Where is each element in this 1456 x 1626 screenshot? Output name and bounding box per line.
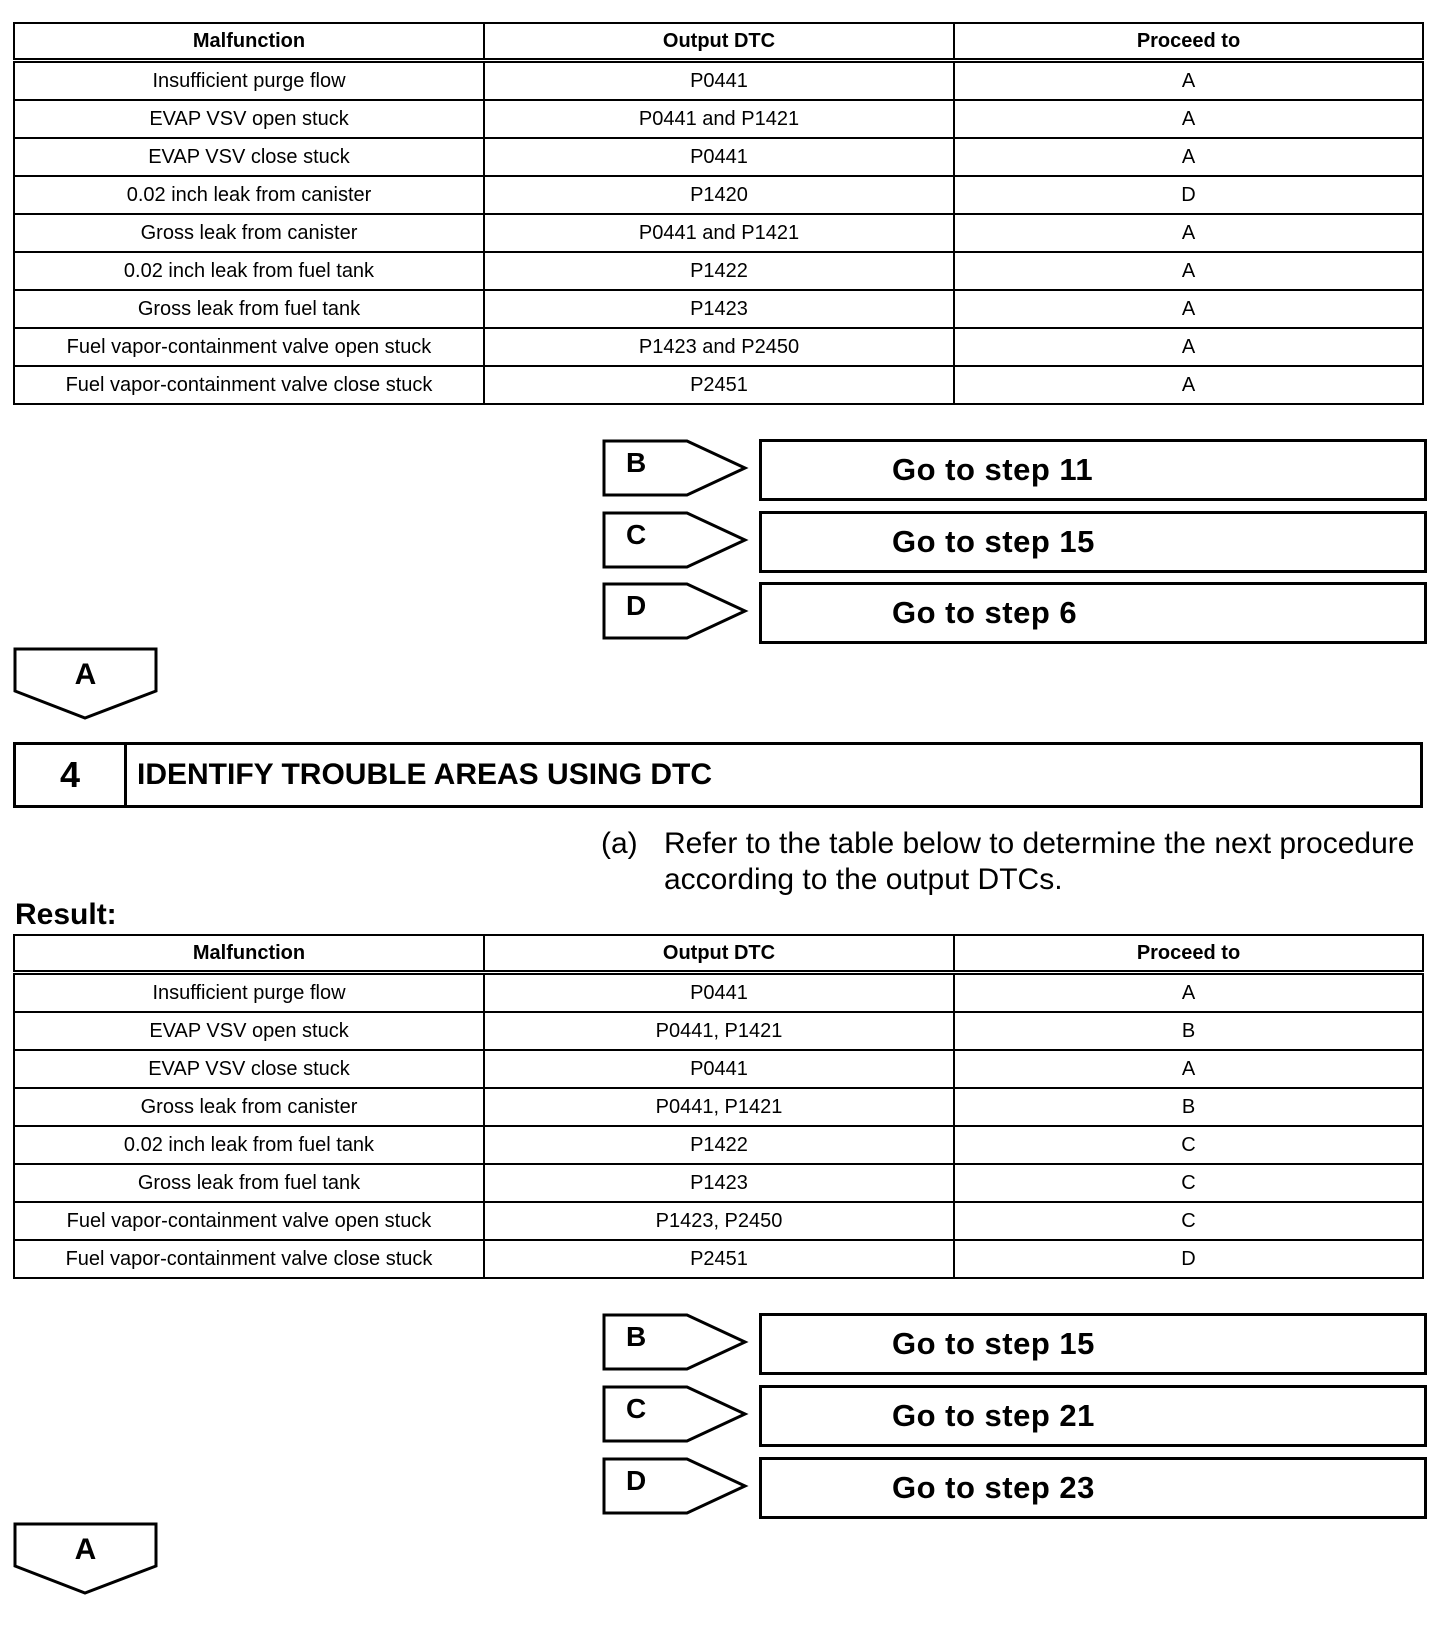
dtc-cell: P0441 bbox=[484, 1050, 954, 1088]
dtc-cell: P1423 bbox=[484, 1164, 954, 1202]
dtc-cell: P0441, P1421 bbox=[484, 1012, 954, 1050]
malfunction-cell: 0.02 inch leak from canister bbox=[14, 176, 484, 214]
dtc-cell: P1423 bbox=[484, 290, 954, 328]
malfunction-cell: Gross leak from canister bbox=[14, 214, 484, 252]
proceed-cell: B bbox=[954, 1012, 1423, 1050]
table-header-row bbox=[14, 23, 1423, 61]
continue-a-arrow[interactable] bbox=[13, 647, 158, 722]
table-row bbox=[14, 1012, 1423, 1050]
malfunction-cell: Fuel vapor-containment valve open stuck bbox=[14, 1202, 484, 1240]
dtc-cell: P0441 and P1421 bbox=[484, 214, 954, 252]
dtc-cell: P1420 bbox=[484, 176, 954, 214]
proceed-cell: D bbox=[954, 1240, 1423, 1278]
branch-b[interactable] bbox=[602, 439, 1427, 501]
column-header-malfunction: Malfunction bbox=[14, 23, 484, 61]
malfunction-cell: Insufficient purge flow bbox=[14, 973, 484, 1013]
table-row bbox=[14, 1164, 1423, 1202]
instruction-marker: (a) bbox=[601, 827, 638, 860]
dtc-cell: P0441 bbox=[484, 61, 954, 101]
proceed-cell: A bbox=[954, 366, 1423, 404]
branch-letter: D bbox=[626, 590, 647, 621]
step-text: Go to step 15 bbox=[892, 524, 1095, 559]
step-text: Go to step 11 bbox=[892, 452, 1094, 487]
table-row bbox=[14, 973, 1423, 1013]
proceed-cell: A bbox=[954, 328, 1423, 366]
step-box[interactable] bbox=[759, 1385, 1427, 1447]
branch-arrow-tag-icon bbox=[602, 511, 752, 571]
column-header-malfunction: Malfunction bbox=[14, 935, 484, 973]
proceed-cell: C bbox=[954, 1126, 1423, 1164]
branch-d[interactable] bbox=[602, 1457, 1427, 1519]
table-row bbox=[14, 1240, 1423, 1278]
proceed-cell: A bbox=[954, 290, 1423, 328]
proceed-cell: A bbox=[954, 214, 1423, 252]
step-header bbox=[13, 742, 1423, 808]
dtc-cell: P1422 bbox=[484, 1126, 954, 1164]
dtc-cell: P2451 bbox=[484, 366, 954, 404]
branch-letter: B bbox=[626, 1321, 647, 1352]
branch-arrow-tag-icon bbox=[602, 439, 752, 499]
proceed-cell: A bbox=[954, 973, 1423, 1013]
table-header-row bbox=[14, 935, 1423, 973]
dtc-table-2 bbox=[13, 934, 1424, 1279]
result-label: Result: bbox=[15, 898, 117, 931]
malfunction-cell: EVAP VSV open stuck bbox=[14, 1012, 484, 1050]
malfunction-cell: 0.02 inch leak from fuel tank bbox=[14, 252, 484, 290]
dtc-table-1 bbox=[13, 22, 1424, 405]
proceed-cell: A bbox=[954, 61, 1423, 101]
dtc-cell: P1423, P2450 bbox=[484, 1202, 954, 1240]
branch-letter: D bbox=[626, 1465, 647, 1496]
malfunction-cell: Fuel vapor-containment valve close stuck bbox=[14, 366, 484, 404]
table-row bbox=[14, 1088, 1423, 1126]
table-row bbox=[14, 61, 1423, 101]
proceed-cell: A bbox=[954, 252, 1423, 290]
table-row bbox=[14, 1050, 1423, 1088]
dtc-cell: P1422 bbox=[484, 252, 954, 290]
continue-letter: A bbox=[74, 1533, 97, 1566]
instruction-line-2: according to the output DTCs. bbox=[664, 863, 1063, 896]
branch-letter: C bbox=[626, 1393, 647, 1424]
branch-b[interactable] bbox=[602, 1313, 1427, 1375]
table-row bbox=[14, 290, 1423, 328]
dtc-cell: P2451 bbox=[484, 1240, 954, 1278]
continue-a-arrow[interactable] bbox=[13, 1522, 158, 1597]
step-box[interactable] bbox=[759, 439, 1427, 501]
malfunction-cell: 0.02 inch leak from fuel tank bbox=[14, 1126, 484, 1164]
proceed-cell: C bbox=[954, 1202, 1423, 1240]
step-text: Go to step 21 bbox=[892, 1398, 1095, 1433]
step-box[interactable] bbox=[759, 582, 1427, 644]
table-row bbox=[14, 1202, 1423, 1240]
dtc-cell: P0441 and P1421 bbox=[484, 100, 954, 138]
malfunction-cell: Gross leak from fuel tank bbox=[14, 290, 484, 328]
step-box[interactable] bbox=[759, 1457, 1427, 1519]
table-row bbox=[14, 1126, 1423, 1164]
instruction-line-1: Refer to the table below to determine the next procedure bbox=[664, 827, 1415, 860]
dtc-cell: P0441, P1421 bbox=[484, 1088, 954, 1126]
step-text: Go to step 6 bbox=[892, 595, 1078, 630]
branch-c[interactable] bbox=[602, 511, 1427, 573]
dtc-cell: P1423 and P2450 bbox=[484, 328, 954, 366]
instruction-text bbox=[664, 826, 1414, 898]
malfunction-cell: Insufficient purge flow bbox=[14, 61, 484, 101]
proceed-cell: C bbox=[954, 1164, 1423, 1202]
proceed-cell: B bbox=[954, 1088, 1423, 1126]
continue-letter: A bbox=[74, 658, 97, 691]
malfunction-cell: Fuel vapor-containment valve close stuck bbox=[14, 1240, 484, 1278]
column-header-output-dtc: Output DTC bbox=[484, 935, 954, 973]
proceed-cell: A bbox=[954, 100, 1423, 138]
column-header-output-dtc: Output DTC bbox=[484, 23, 954, 61]
branch-letter: C bbox=[626, 519, 647, 550]
malfunction-cell: EVAP VSV open stuck bbox=[14, 100, 484, 138]
step-box[interactable] bbox=[759, 511, 1427, 573]
table-row bbox=[14, 366, 1423, 404]
branch-arrow-tag-icon bbox=[602, 1313, 752, 1373]
dtc-cell: P0441 bbox=[484, 973, 954, 1013]
malfunction-cell: EVAP VSV close stuck bbox=[14, 1050, 484, 1088]
table-row bbox=[14, 214, 1423, 252]
step-box[interactable] bbox=[759, 1313, 1427, 1375]
proceed-cell: A bbox=[954, 138, 1423, 176]
table-row bbox=[14, 100, 1423, 138]
column-header-proceed-to: Proceed to bbox=[954, 935, 1423, 973]
table-row bbox=[14, 176, 1423, 214]
proceed-cell: A bbox=[954, 1050, 1423, 1088]
branch-letter: B bbox=[626, 447, 647, 478]
branch-arrow-tag-icon bbox=[602, 1457, 752, 1517]
malfunction-cell: Fuel vapor-containment valve open stuck bbox=[14, 328, 484, 366]
malfunction-cell: Gross leak from fuel tank bbox=[14, 1164, 484, 1202]
step-text: Go to step 23 bbox=[892, 1470, 1095, 1505]
step-number: 4 bbox=[16, 745, 127, 805]
table-row bbox=[14, 328, 1423, 366]
table-row bbox=[14, 138, 1423, 176]
dtc-cell: P0441 bbox=[484, 138, 954, 176]
column-header-proceed-to: Proceed to bbox=[954, 23, 1423, 61]
step-text: Go to step 15 bbox=[892, 1326, 1095, 1361]
branch-d[interactable] bbox=[602, 582, 1427, 644]
malfunction-cell: Gross leak from canister bbox=[14, 1088, 484, 1126]
branch-arrow-tag-icon bbox=[602, 582, 752, 642]
branch-c[interactable] bbox=[602, 1385, 1427, 1447]
table-row bbox=[14, 252, 1423, 290]
step-title: IDENTIFY TROUBLE AREAS USING DTC bbox=[137, 758, 713, 791]
branch-arrow-tag-icon bbox=[602, 1385, 752, 1445]
proceed-cell: D bbox=[954, 176, 1423, 214]
malfunction-cell: EVAP VSV close stuck bbox=[14, 138, 484, 176]
